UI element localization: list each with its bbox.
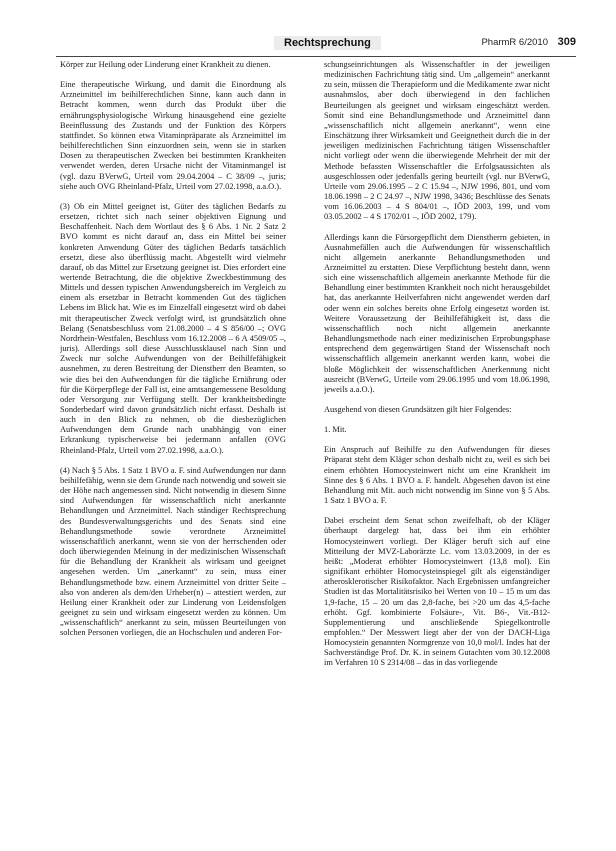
paragraph: Eine therapeutische Wirkung, und damit die Einordnung als Arzneimittel im beihilferechtlichen Sinne, kann auch dann in Betracht kommen, wenn durch das Produkt über die ernährungsphysiologische Wirkung hinausgehend eine gezielte Beeinflussung des Zustands und der Funktion des Körpers stattfindet. So können etwa Vitaminpräparate als Arzneimittel im beihilferechtlichen Sinn einzuordnen sein, wenn sie in starken Dosen zu therapeutischen Zwecken bei bestimmten Krankheiten verwendet werden, deren Ursache nicht der Vitaminmangel ist (vgl. dazu BVerwG, Urteil vom 29.04.2004 – C 38/09 –, juris; siehe auch OVG Rheinland-Pfalz, Urteil vom 27.02.1998, a.a.O.). xyxy=(60,80,286,191)
section-title: Rechtsprechung xyxy=(274,36,381,50)
left-column xyxy=(60,60,286,840)
right-column xyxy=(324,60,550,840)
page-header xyxy=(56,34,576,54)
paragraph: Ausgehend von diesen Grundsätzen gilt hier Folgendes: xyxy=(324,405,512,414)
paragraph: (3) Ob ein Mittel geeignet ist, Güter des täglichen Bedarfs zu ersetzen, richtet sich nach seiner objektiven Eignung und Beschaffenheit. Nach dem Wortlaut des § 6 Abs. 1 Nr. 2 Satz 2 BVO kommt es nicht darauf an, dass ein Mittel bei seiner konkreten Anwendung Güter des täglichen Bedarfs tatsächlich ersetzt, diese also überflüssig macht. Abgestellt wird vielmehr darauf, ob das Mittel zur Ersetzung geeignet ist. Dies erfordert eine wertende Betrachtung, die die objektive Zweckbestimmung des Mittels und dessen typischen Anwendungsbereich im Vergleich zu einem als ersetzbar in Betracht kommenden Gut des täglichen Lebens im Blick hat. Wie es im Einzelfall eingesetzt wird ob dabei mit therapeutischer Zweck verfolgt wird, ist grundsätzlich ohne Belang (Senatsbeschluss vom 21.08.2000 – 4 S 856/00 –; OVG Nordrhein-Westfalen, Beschluss vom 16.12.2008 – 6 A 4509/05 –, juris). Allerdings soll diese Ausschlussklausel nach Sinn und Zweck nur solche Aufwendungen von der Beihilfefähigkeit ausnehmen, zu deren Bestreitung der Dienstherr den Beamten, so wie dies bei den Aufwendungen für die tägliche Ernährung oder für die Körperpflege der Fall ist, eine amtsangemessene Besoldung oder Versorgung zur Verfügung stellt. Der krankheitsbedingte Sonderbedarf wird davon grundsätzlich nicht erfasst. Deshalb ist auch in den Blick zu nehmen, ob die diesbezüglichen Aufwendungen dem Grunde nach unabhängig von einer Erkrankung typischerweise bei jedermann anfallen (OVG Rheinland-Pfalz, Urteil vom 27.02.1998, a.a.O.). xyxy=(60,201,286,455)
paragraph: Allerdings kann die Fürsorgepflicht dem Dienstherrn gebieten, in Ausnahmefällen auch die Aufwendungen für wissenschaftlich nicht allgemein anerkannte Behandlungsmethoden und Arzneimittel zu erstatten. Diese Verpflichtung besteht dann, wenn sich eine wissenschaftlich allgemein anerkannte Methode für die Behandlung einer bestimmten Krankheit noch nicht herausgebildet hat, das anerkannte Heilverfahren nicht angewendet werden darf oder wenn ein solches bereits ohne Erfolg eingesetzt worden ist. Weitere Voraussetzung der Beihilfefähigkeit ist, dass die wissenschaftlich noch nicht allgemein anerkannte Behandlungsmethode nach einer medizinischen Erprobungsphase entsprechend dem gegenwärtigen Stand der Wissenschaft noch wissenschaftlich allgemein anerkannt werden kann, wobei die bloße Möglichkeit der wissenschaftlichen Anerkennung nicht ausreicht (BVerwG, Urteile vom 29.06.1995 und vom 18.06.1998, jeweils a.a.O.). xyxy=(324,232,550,394)
page-number: 309 xyxy=(557,36,576,48)
paragraph: Ein Anspruch auf Beihilfe zu den Aufwendungen für dieses Präparat steht dem Kläger schon deshalb nicht zu, weil es sich bei einem erhöhten Homocysteinwert nicht um eine Krankheit im Sinne des § 6 Abs. 1 BVO a. F. handelt. Abgesehen davon ist eine Behandlung mit Mit. auch nicht notwendig im Sinne von § 5 Abs. 1 Satz 1 BVO a. F. xyxy=(324,445,550,506)
journal-reference: PharmR 6/2010 xyxy=(481,37,548,48)
header-rule xyxy=(56,56,576,57)
paragraph: (4) Nach § 5 Abs. 1 Satz 1 BVO a. F. sind Aufwendungen nur dann beihilfefähig, wenn sie dem Grunde nach notwendig und soweit sie der Höhe nach angemessen sind. Nicht notwendig in diesem Sinne sind Aufwendungen für wissenschaftlich nicht anerkannte Behandlungen und Arzneimittel. Nach ständiger Rechtsprechung des Bundesverwaltungsgerichts und des Senats sind eine Behandlungsmethode sowie verordnete Arzneimittel wissenschaftlich anerkannt, wenn sie von der herrschenden oder doch überwiegenden Meinung in der medizinischen Wissenschaft für die Behandlung der Krankheit als wirksam und geeignet angesehen werden. Um „anerkannt“ zu sein, muss einer Behandlungsmethode bzw. einem Arzneimittel von dritter Seite – also von anderen als dem/den Urheber(n) – attestiert werden, zur Heilung einer Krankheit oder zur Linderung von Leidensfolgen geeignet zu sein und wirksam eingesetzt werden zu können. Um „wissenschaftlich“ anerkannt zu sein, müssen Beurteilungen von solchen Personen vorliegen, die an Hochschulen und anderen For- xyxy=(60,465,286,638)
paragraph: Körper zur Heilung oder Linderung einer Krankheit zu dienen. xyxy=(60,60,271,69)
paragraph: Dabei erscheint dem Senat schon zweifelhaft, ob der Kläger überhaupt dargelegt hat, dass bei ihm ein erhöhter Homocysteinwert vorliegt. Der Kläger beruft sich auf eine Mitteilung der MVZ-Laborärzte Lc. vom 13.03.2009, in der es heißt: „Moderat erhöhter Homocysteinwert (13,8 mol). Ein signifikant erhöhter Homocysteinspiegel gilt als eigenständiger atherosklerotischer Risikofaktor. Nach Ergebnissen umfangreicher Studien ist das Mortalitätsrisiko bei Werten von 10 – 15 m um das 1,9-fache, 15 – 20 um das 2,8-fache, bei >20 um das 4,5-fache erhöht. Ggf. kombinierte Folsäure-, Vit. B6-, Vit.-B12-Supplementierung und anschließende Spiegelkontrolle empfohlen.“ Der Messwert liegt aber der von der DACH-Liga Homocystein genannten Normgrenze von 10,0 mol/l. Indes hat der Sachverständige Prof. Dr. K. in seinem Gutachten vom 30.12.2008 im Verfahren 10 S 2314/08 – das in das vorliegende xyxy=(324,516,550,668)
paragraph: schungseinrichtungen als Wissenschaftler in der jeweiligen medizinischen Fachrichtung tätig sind. Um „allgemein“ anerkannt zu sein, müssen die Therapieform und die Medikamente zwar nicht ausnahmslos, aber doch überwiegend in den fachlichen Beurteilungen als geeignet und wirksam eingeschätzt werden. Somit sind eine Behandlungsmethode und Arzneimittel dann „wissenschaftlich nicht allgemein anerkannt“, wenn eine Einschätzung ihrer Wirksamkeit und Geeignetheit durch die in der jeweiligen medizinischen Fachrichtung tätigen Wissenschaftler nicht vorliegt oder wenn die überwiegende Mehrheit der mit der Methode befassten Wissenschaftler die Erfolgsaussichten als ausgeschlossen oder jedenfalls gering beurteilt (vgl. nur BVerwG, Urteile vom 29.06.1995 – 2 C 15.94 –, NJW 1996, 801, und vom 18.06.1998 – 2 C 24.97 –, NJW 1998, 3436; Beschlüsse des Senats vom 16.06.2003 – 4 S 804/01 –, IÖD 2003, 199, und vom 03.05.2002 – 4 S 1702/01 –, IÖD 2002, 179). xyxy=(324,60,550,222)
subheading: 1. Mit. xyxy=(324,425,347,435)
